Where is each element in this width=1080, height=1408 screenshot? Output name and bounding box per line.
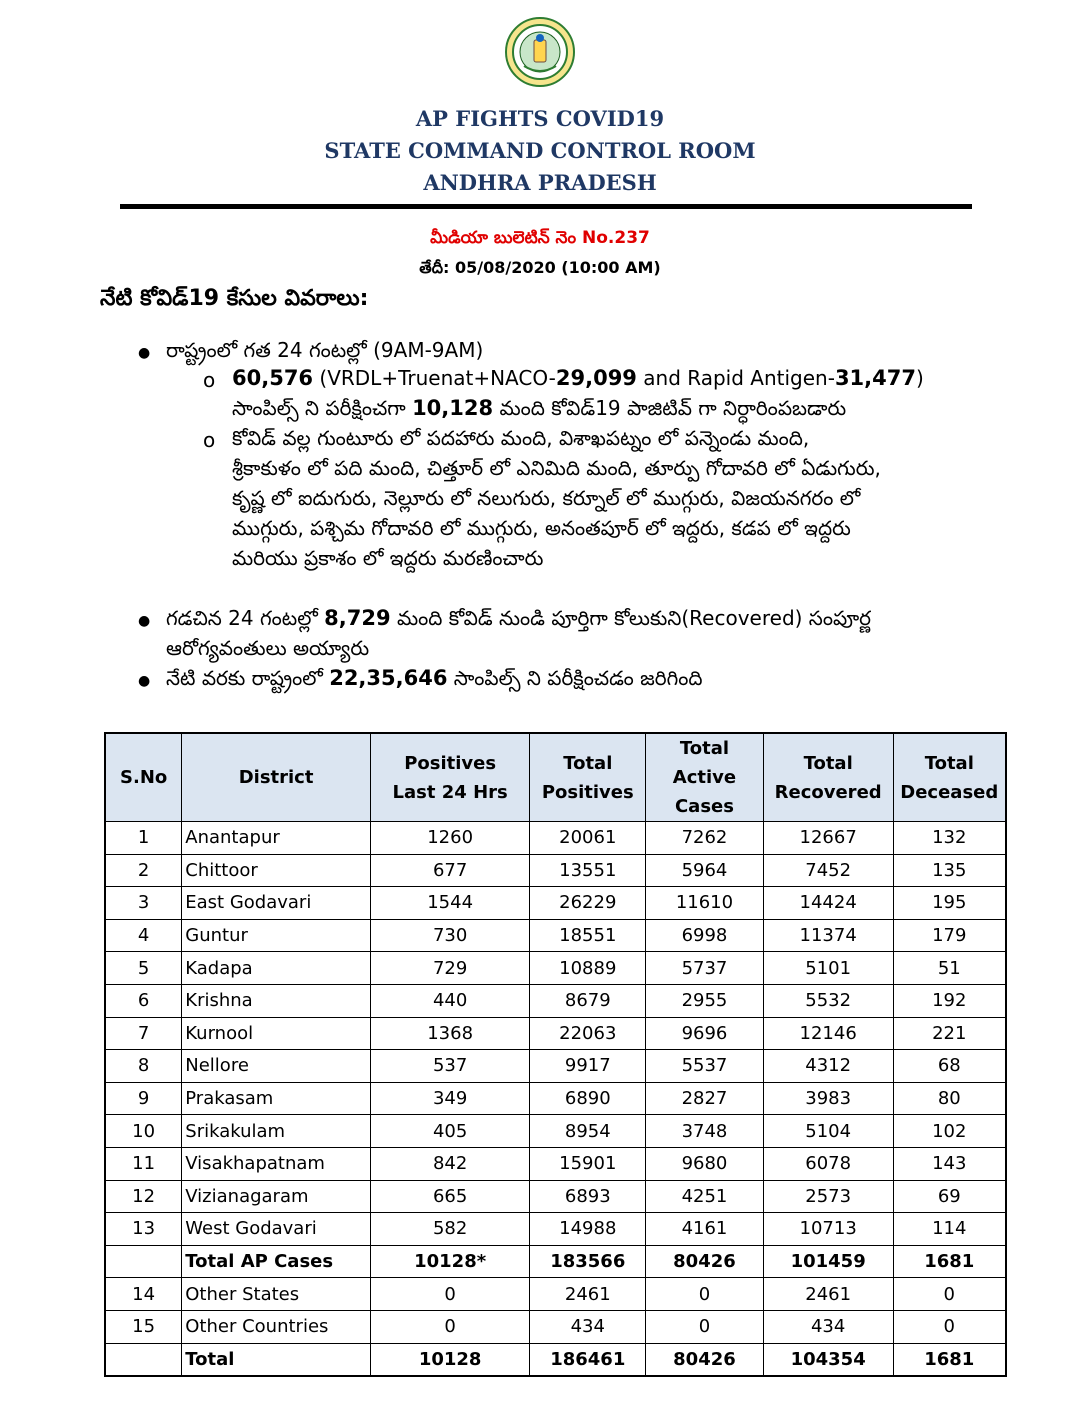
cell-recovered: 104354 [763,1343,893,1376]
cell-sno: 5 [105,952,182,985]
header-active-cases: Total Active Cases [646,733,764,822]
cell-positives-24h: 730 [370,919,529,952]
cell-positives-24h: 1544 [370,887,529,920]
text-fragment: and Rapid Antigen- [636,366,835,390]
sub-bullet-1-line2 [232,396,846,425]
table-row [105,822,1006,855]
table-row [105,1147,1006,1180]
header-divider [120,204,972,209]
cell-positives-24h: 0 [370,1310,529,1343]
cell-recovered: 2461 [763,1278,893,1311]
cell-recovered: 5104 [763,1115,893,1148]
cell-positives-24h: 10128 [370,1343,529,1376]
cell-deceased: 102 [893,1115,1006,1148]
cell-active-cases: 11610 [646,887,764,920]
table-row [105,1050,1006,1083]
cell-active-cases: 5737 [646,952,764,985]
table-row [105,952,1006,985]
cell-total-positives: 18551 [530,919,646,952]
cell-recovered: 5532 [763,984,893,1017]
cell-recovered: 12146 [763,1017,893,1050]
cell-deceased: 68 [893,1050,1006,1083]
cell-deceased: 114 [893,1213,1006,1246]
cell-recovered: 101459 [763,1245,893,1278]
cell-recovered: 14424 [763,887,893,920]
samples-tested-count: 60,576 [232,366,314,390]
cell-deceased: 0 [893,1310,1006,1343]
table-row [105,1343,1006,1376]
cell-deceased: 192 [893,984,1006,1017]
cell-positives-24h: 10128* [370,1245,529,1278]
cell-sno: 11 [105,1147,182,1180]
cell-total-positives: 14988 [530,1213,646,1246]
cell-deceased: 195 [893,887,1006,920]
cell-deceased: 221 [893,1017,1006,1050]
cell-district: Guntur [182,919,371,952]
header-positives-24h: Positives Last 24 Hrs [370,733,529,822]
ap-state-emblem-icon [504,16,576,88]
bullet-3-text [166,666,702,695]
cell-district: West Godavari [182,1213,371,1246]
cell-sno: 2 [105,854,182,887]
cell-active-cases: 3748 [646,1115,764,1148]
cell-sno: 9 [105,1082,182,1115]
text-fragment: గడచిన 24 గంటల్లో [166,606,325,630]
cell-total-positives: 6893 [530,1180,646,1213]
cell-total-positives: 8954 [530,1115,646,1148]
cell-total-positives: 15901 [530,1147,646,1180]
cell-sno: 15 [105,1310,182,1343]
cell-district: Kadapa [182,952,371,985]
cell-positives-24h: 440 [370,984,529,1017]
vrdl-count: 29,099 [555,366,637,390]
header-sno: S.No [105,733,182,822]
cell-sno: 4 [105,919,182,952]
cell-deceased: 1681 [893,1245,1006,1278]
cell-district: Chittoor [182,854,371,887]
cell-sno: 6 [105,984,182,1017]
cell-sno: 10 [105,1115,182,1148]
cell-active-cases: 2827 [646,1082,764,1115]
cell-total-positives: 26229 [530,887,646,920]
cell-deceased: 1681 [893,1343,1006,1376]
cell-active-cases: 2955 [646,984,764,1017]
cell-district: Other States [182,1278,371,1311]
cell-total-positives: 8679 [530,984,646,1017]
cell-recovered: 12667 [763,822,893,855]
bullet-dot: ● [138,613,151,629]
table-row [105,919,1006,952]
bullet-dot: ● [138,345,151,361]
table-row [105,854,1006,887]
cell-positives-24h: 537 [370,1050,529,1083]
media-bulletin-number: మీడియా బులెటిన్ నెం No.237 [430,228,650,248]
table-row [105,984,1006,1017]
text-fragment: ) [915,366,924,390]
cell-district: Vizianagaram [182,1180,371,1213]
cell-deceased: 69 [893,1180,1006,1213]
cell-active-cases: 4251 [646,1180,764,1213]
cell-sno [105,1343,182,1376]
cell-sno: 3 [105,887,182,920]
cell-total-positives: 10889 [530,952,646,985]
cell-district: Total AP Cases [182,1245,371,1278]
bullet-2-line1 [166,606,871,635]
table-row [105,1310,1006,1343]
header-recovered: Total Recovered [763,733,893,822]
header-district: District [182,733,371,822]
cell-active-cases: 4161 [646,1213,764,1246]
text-fragment: నేటి వరకు రాష్ట్రంలో [166,666,330,690]
cell-active-cases: 0 [646,1278,764,1311]
cell-total-positives: 13551 [530,854,646,887]
table-row [105,1017,1006,1050]
table-header-row [105,733,1006,822]
text-fragment: మంది కోవిడ్19 పాజిటివ్ గా నిర్ధారింపబడారు [493,396,847,420]
cell-total-positives: 22063 [530,1017,646,1050]
cell-active-cases: 0 [646,1310,764,1343]
cell-recovered: 3983 [763,1082,893,1115]
cell-district: Total [182,1343,371,1376]
cell-recovered: 434 [763,1310,893,1343]
cell-district: Krishna [182,984,371,1017]
cell-deceased: 0 [893,1278,1006,1311]
cell-active-cases: 9680 [646,1147,764,1180]
cell-recovered: 7452 [763,854,893,887]
cell-positives-24h: 677 [370,854,529,887]
rapid-antigen-count: 31,477 [834,366,916,390]
cell-sno: 7 [105,1017,182,1050]
table-row [105,1278,1006,1311]
cell-positives-24h: 665 [370,1180,529,1213]
sub-bullet-marker: o [203,428,216,452]
section-title: నేటి కోవిడ్19 కేసుల వివరాలు: [100,286,369,311]
cell-positives-24h: 582 [370,1213,529,1246]
sub-bullet-2-line5: మరియు ప్రకాశం లో ఇద్దరు మరణించారు [232,546,544,570]
cell-deceased: 51 [893,952,1006,985]
cell-positives-24h: 349 [370,1082,529,1115]
table-row [105,1180,1006,1213]
text-fragment: సాంపిల్స్ ని పరీక్షించడం జరిగింది [447,666,703,690]
sub-bullet-2-line1: కోవిడ్ వల్ల గుంటూరు లో పదహారు మంది, విశాఖపట్నం లో పన్నెండు మంది, [232,426,810,450]
cell-sno [105,1245,182,1278]
cell-district: Anantapur [182,822,371,855]
cell-active-cases: 5537 [646,1050,764,1083]
cell-sno: 1 [105,822,182,855]
cell-total-positives: 20061 [530,822,646,855]
sub-bullet-2-line2: శ్రీకాకుళం లో పది మంది, చిత్తూర్ లో ఎనిమిది మంది, తూర్పు గోదావరి లో ఏడుగురు, [232,456,881,480]
cell-active-cases: 9696 [646,1017,764,1050]
cell-sno: 8 [105,1050,182,1083]
cell-total-positives: 6890 [530,1082,646,1115]
district-cases-table [104,732,1007,1377]
cell-active-cases: 80426 [646,1245,764,1278]
cell-district: East Godavari [182,887,371,920]
table-row [105,1082,1006,1115]
cell-positives-24h: 1260 [370,822,529,855]
cell-recovered: 11374 [763,919,893,952]
cell-recovered: 6078 [763,1147,893,1180]
sub-bullet-2-line4: ముగ్గురు, పశ్చిమ గోదావరి లో ముగ్గురు, అనంతపూర్ లో ఇద్దరు, కడప లో ఇద్దరు [232,516,851,540]
header-total-positives: Total Positives [530,733,646,822]
table-row [105,1245,1006,1278]
positive-count: 10,128 [412,396,494,420]
cell-positives-24h: 842 [370,1147,529,1180]
bullet-1-text: రాష్ట్రంలో గత 24 గంటల్లో (9AM-9AM) [166,338,484,362]
cell-total-positives: 186461 [530,1343,646,1376]
cell-sno: 14 [105,1278,182,1311]
cell-active-cases: 7262 [646,822,764,855]
table-row [105,887,1006,920]
cell-deceased: 143 [893,1147,1006,1180]
cell-district: Visakhapatnam [182,1147,371,1180]
header-title-line1: AP FIGHTS COVID19 [415,106,665,131]
cell-positives-24h: 0 [370,1278,529,1311]
sub-bullet-1-line1 [232,366,924,390]
cell-recovered: 5101 [763,952,893,985]
cell-active-cases: 5964 [646,854,764,887]
header-deceased: Total Deceased [893,733,1006,822]
text-fragment: (VRDL+Truenat+NACO- [313,366,556,390]
cell-district: Srikakulam [182,1115,371,1148]
cell-total-positives: 2461 [530,1278,646,1311]
cell-recovered: 4312 [763,1050,893,1083]
cell-district: Prakasam [182,1082,371,1115]
header-title-line2: STATE COMMAND CONTROL ROOM [324,138,756,163]
text-fragment: సాంపిల్స్ ని పరీక్షించగా [232,396,413,420]
cell-district: Kurnool [182,1017,371,1050]
table-row [105,1213,1006,1246]
table-row [105,1115,1006,1148]
cell-sno: 12 [105,1180,182,1213]
cell-active-cases: 6998 [646,919,764,952]
cell-positives-24h: 405 [370,1115,529,1148]
cell-deceased: 80 [893,1082,1006,1115]
cell-district: Other Countries [182,1310,371,1343]
cell-total-positives: 434 [530,1310,646,1343]
total-samples-count: 22,35,646 [329,666,448,690]
cell-total-positives: 9917 [530,1050,646,1083]
cell-district: Nellore [182,1050,371,1083]
cell-total-positives: 183566 [530,1245,646,1278]
bullet-2-line2: ఆరోగ్యవంతులు అయ్యారు [166,636,370,660]
sub-bullet-marker: o [203,368,216,392]
cell-deceased: 135 [893,854,1006,887]
sub-bullet-2-line3: కృష్ణ లో ఐదుగురు, నెల్లూరు లో నలుగురు, కర్నూల్ లో ముగ్గురు, విజయనగరం లో [232,486,861,510]
header-title-line3: ANDHRA PRADESH [423,170,657,195]
cell-recovered: 2573 [763,1180,893,1213]
cell-active-cases: 80426 [646,1343,764,1376]
cell-recovered: 10713 [763,1213,893,1246]
cell-positives-24h: 1368 [370,1017,529,1050]
text-fragment: మంది కోవిడ్ నుండి పూర్తిగా కోలుకుని(Recovered) సంపూర్ణ [390,606,872,630]
bulletin-date: తేదీ: 05/08/2020 (10:00 AM) [419,258,661,277]
cell-positives-24h: 729 [370,952,529,985]
recovered-count: 8,729 [324,606,391,630]
cell-deceased: 179 [893,919,1006,952]
cell-deceased: 132 [893,822,1006,855]
cell-sno: 13 [105,1213,182,1246]
bullet-dot: ● [138,673,151,689]
